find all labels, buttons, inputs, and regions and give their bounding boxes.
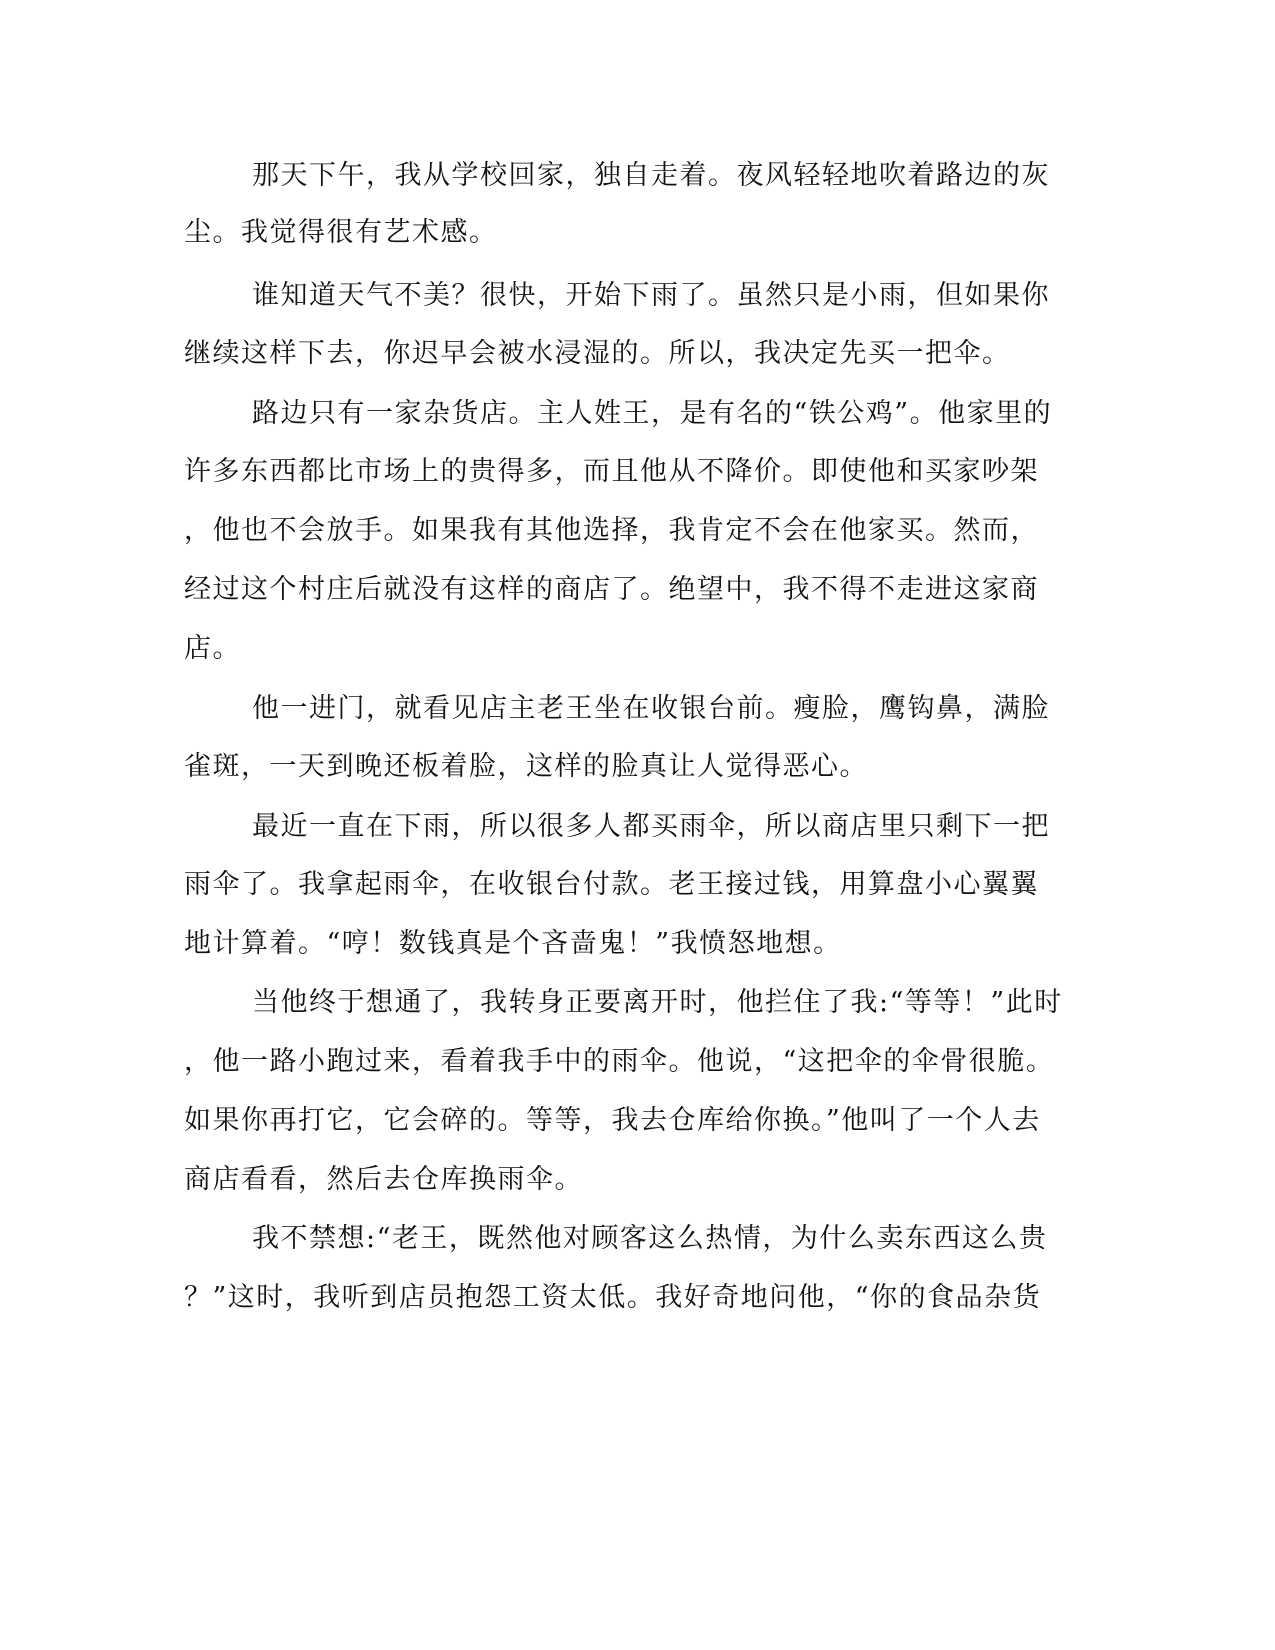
text-line: 雀斑，一天到晚还板着脸，这样的脸真让人觉得恶心。 xyxy=(184,751,868,782)
text-line: 我不禁想:“老王，既然他对顾客这么热情，为什么卖东西这么贵 xyxy=(252,1223,1048,1254)
text-line: 店。 xyxy=(184,633,241,664)
text-line: 尘。我觉得很有艺术感。 xyxy=(184,217,498,248)
text-line: 许多东西都比市场上的贵得多，而且他从不降价。即使他和买家吵架 xyxy=(184,456,1039,487)
text-line: 谁知道天气不美？很快，开始下雨了。虽然只是小雨，但如果你 xyxy=(252,280,1050,311)
text-line: ？”这时，我听到店员抱怨工资太低。我好奇地问他，“你的食品杂货 xyxy=(184,1282,1042,1313)
text-line: 继续这样下去，你迟早会被水浸湿的。所以，我决定先买一把伞。 xyxy=(184,338,1011,369)
text-line: 如果你再打它，它会碎的。等等，我去仓库给你换。”他叫了一个人去 xyxy=(184,1105,1041,1136)
text-line: 最近一直在下雨，所以很多人都买雨伞，所以商店里只剩下一把 xyxy=(252,811,1050,842)
text-line: 经过这个村庄后就没有这样的商店了。绝望中，我不得不走进这家商 xyxy=(184,574,1039,605)
text-line: ，他一路小跑过来，看着我手中的雨伞。他说，“这把伞的伞骨很脆。 xyxy=(184,1046,1055,1077)
text-line: 当他终于想通了，我转身正要离开时，他拦住了我:“等等！”此时 xyxy=(252,987,1063,1018)
text-line: 那天下午，我从学校回家，独自走着。夜风轻轻地吹着路边的灰 xyxy=(252,160,1050,191)
text-line: 他一进门，就看见店主老王坐在收银台前。瘦脸，鹰钩鼻，满脸 xyxy=(252,693,1050,724)
text-line: 地计算着。“哼！数钱真是个吝啬鬼！”我愤怒地想。 xyxy=(184,928,842,959)
text-line: 商店看看，然后去仓库换雨伞。 xyxy=(184,1164,583,1195)
text-line: 雨伞了。我拿起雨伞，在收银台付款。老王接过钱，用算盘小心翼翼 xyxy=(184,869,1039,900)
text-line: 路边只有一家杂货店。主人姓王，是有名的“铁公鸡”。他家里的 xyxy=(252,398,1053,429)
text-line: ，他也不会放手。如果我有其他选择，我肯定不会在他家买。然而， xyxy=(184,515,1039,546)
